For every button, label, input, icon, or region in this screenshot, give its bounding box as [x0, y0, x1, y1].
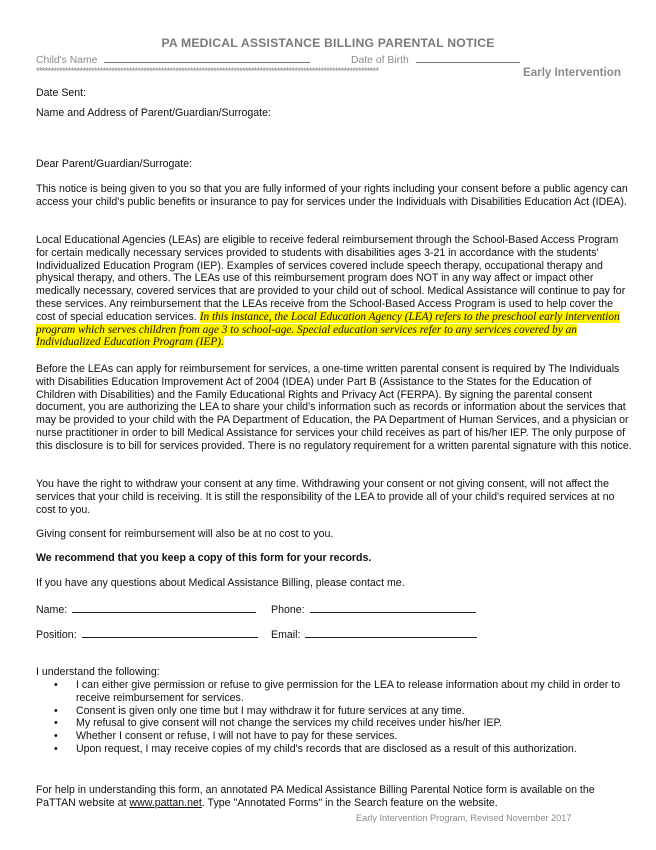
email-label: Email:: [271, 629, 301, 641]
position-row: [36, 628, 258, 642]
list-item: • I can either give permission or refuse to give permission for the LEA to release information about my child in order to receive reimbursement for services.: [76, 679, 632, 705]
understand-list: [36, 679, 632, 756]
email-field[interactable]: [305, 628, 477, 638]
paragraph-no-cost: Giving consent for reimbursement will also be at no cost to you.: [36, 528, 334, 540]
name-field[interactable]: [72, 603, 256, 613]
phone-row: [271, 603, 476, 617]
list-item: • Upon request, I may receive copies of my child's records that are disclosed as a result of this authorization.: [76, 743, 632, 756]
recommend-note: We recommend that you keep a copy of this form for your records.: [36, 552, 372, 564]
list-item: • Consent is given only one time but I may withdraw it for future services at any time.: [76, 705, 632, 718]
email-row: [271, 628, 477, 642]
separator-stars: **********************************************************************************************************************: [36, 66, 379, 76]
position-field[interactable]: [82, 628, 258, 638]
questions-text: If you have any questions about Medical Assistance Billing, please contact me.: [36, 577, 405, 589]
paragraph-lea-text: Local Educational Agencies (LEAs) are eligible to receive federal reimbursement through the School-Based Access Program for certain medically necessary services provided to students with disabilities ages 3-21 in accordance with the students' Individualized Education Program (IEP). Examples of services covered include speech therapy, occupational therapy and physical therapy, and others. The LEAs use of this reimbursement program does NOT in any way affect or impact other medically necessary, covered services that are provided to your child out of school. Medical Assistance will continue to pay for these services. Any reimbursement that the LEAs receive from the School-Based Access Program is used to help cover the cost of special education services.: [36, 234, 626, 323]
phone-field[interactable]: [310, 603, 476, 613]
footer-help-tail: . Type "Annotated Forms" in the Search feature on the website.: [201, 796, 498, 809]
dob-label: Date of Birth: [351, 55, 409, 66]
paragraph-consent: Before the LEAs can apply for reimbursement for services, a one-time written parental consent is required by The Individuals with Disabilities Education Improvement Act of 2004 (IDEA) under Part B (Assistance to the States for the Education of Children with Disabilities) and the Family Educational Rights and Privacy Act (FERPA). By signing the parental consent document, you are authorizing the LEA to share your child's information such as records or information about the services that may be provided to your child with the PA Department of Education, the PA Department of Human Services, and a physician or nurse practitioner in order to bill Medical Assistance for services your child receives as part of his/her IEP. The only purpose of this disclosure is to bill for services provided. There is no regulatory requirement for a written parental signature with this notice.: [36, 363, 632, 452]
revision-note: Early Intervention Program, Revised November 2017: [356, 813, 572, 823]
name-address-label: Name and Address of Parent/Guardian/Surrogate:: [36, 107, 271, 119]
highlighted-definition: In this instance, the Local Education Agency (LEA) refers to the preschool early intervention program which serves children from age 3 to school-age. Special education services refer to any services covered by an Individualized Education Program (IEP).: [36, 310, 620, 349]
date-sent-label: Date Sent:: [36, 87, 87, 99]
dob-field[interactable]: [416, 52, 520, 63]
list-item: • My refusal to give consent will not change the services my child receives under his/her IEP.: [76, 717, 632, 730]
pattan-link[interactable]: www.pattan.net: [129, 796, 202, 809]
child-name-field[interactable]: [104, 52, 310, 63]
salutation: Dear Parent/Guardian/Surrogate:: [36, 158, 193, 170]
name-row: [36, 603, 256, 617]
footer-help: [36, 784, 632, 810]
paragraph-lea: [36, 234, 632, 349]
list-item: • Whether I consent or refuse, I will not have to pay for these services.: [76, 730, 632, 743]
child-name-label: Child's Name: [36, 55, 98, 66]
name-label: Name:: [36, 604, 68, 616]
program-label: Early Intervention: [523, 66, 621, 79]
understand-intro: I understand the following:: [36, 666, 160, 678]
position-label: Position:: [36, 629, 77, 641]
paragraph-withdraw: You have the right to withdraw your consent at any time. Withdrawing your consent or not giving consent, will not affect the services that your child is receiving. It is still the responsibility of the LEA to provide all of your child's required services at no cost to you.: [36, 478, 615, 516]
paragraph-intro: This notice is being given to you so that you are fully informed of your rights including your consent before a public agency can access your child's public benefits or insurance to pay for services under the Individuals with Disabilities Education Act (IDEA).: [36, 183, 628, 208]
footer-help-text: For help in understanding this form, an annotated PA Medical Assistance Billing Parental Notice form is available on the PaTTAN website at: [36, 784, 595, 809]
form-title: PA MEDICAL ASSISTANCE BILLING PARENTAL NOTICE: [161, 36, 495, 50]
phone-label: Phone:: [271, 604, 305, 616]
